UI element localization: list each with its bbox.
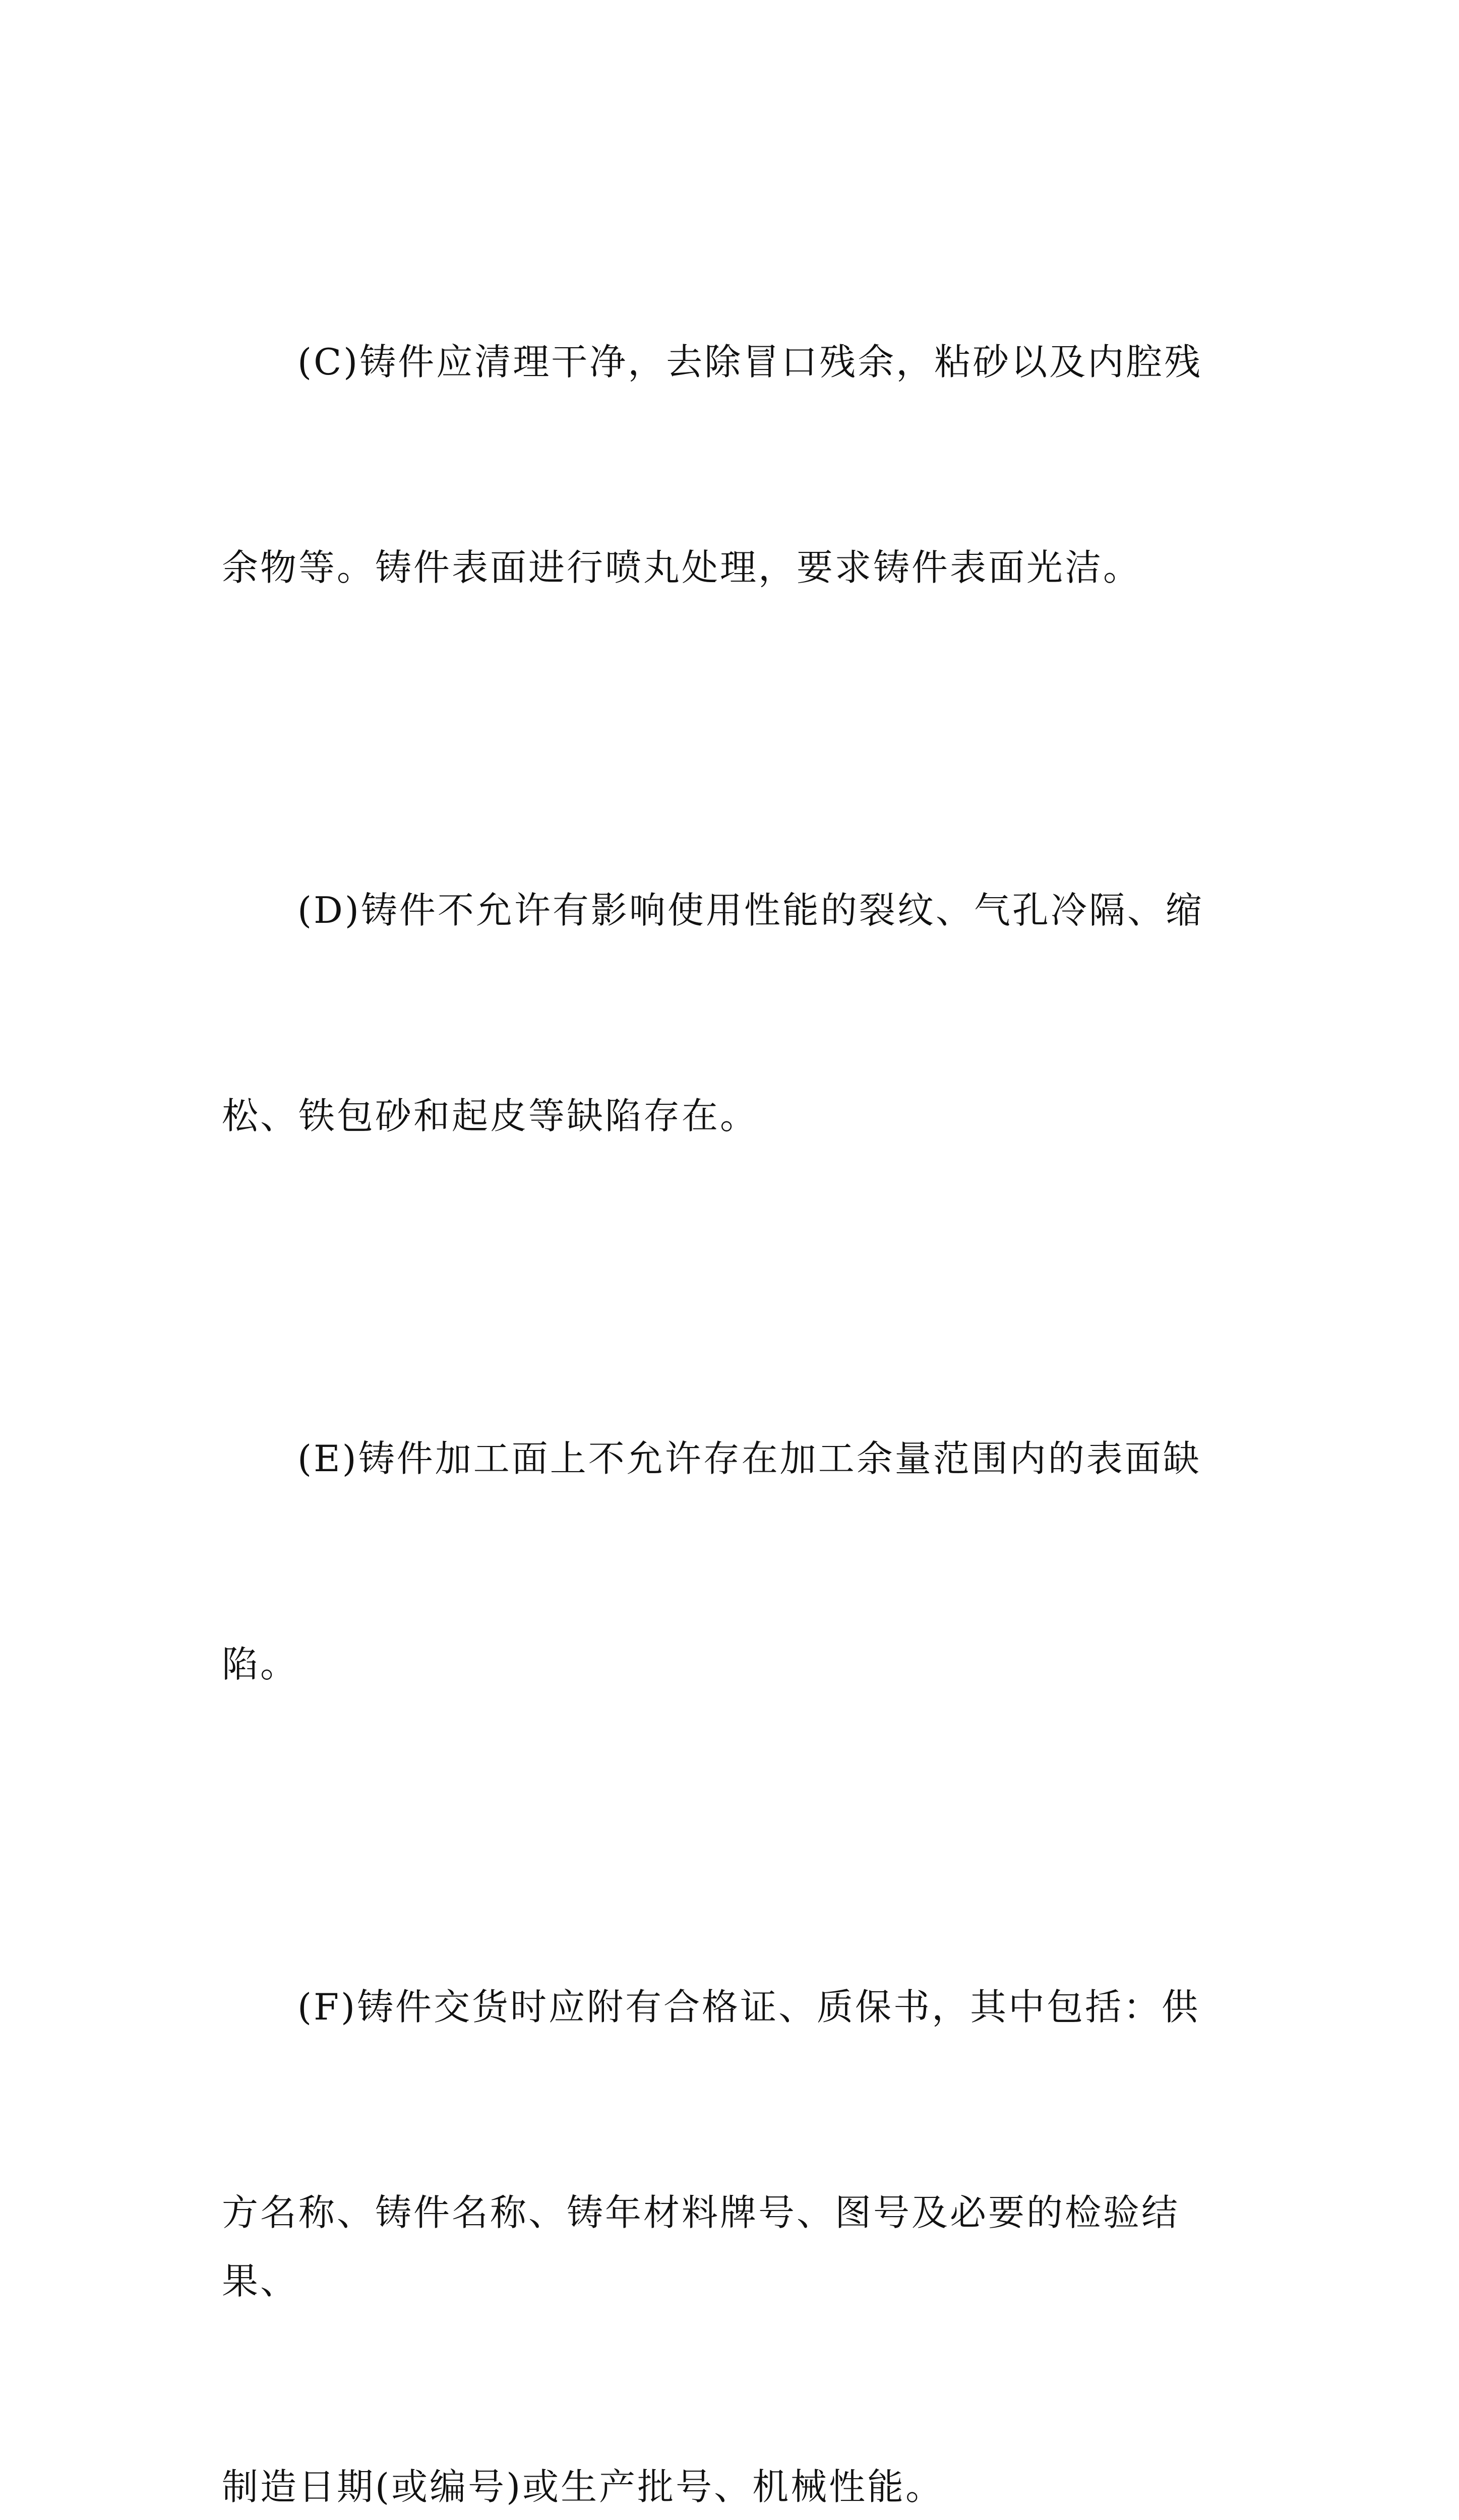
paragraph-line: 松、铁包砂和起皮等缺陷存在。 (222, 1095, 759, 1137)
paragraph-line: 余物等。铸件表面进行喷丸处理，要求铸件表面光洁。 (222, 546, 1142, 589)
paragraph-line: (D)铸件不允许有影响使用性能的裂纹、气孔冷隔、缩 (297, 889, 1204, 931)
paragraph-line: 方名称、铸件名称、铸年材料牌号、图号及必要的检验结果、 (222, 2191, 1180, 2302)
paragraph-f-delivery-docs (222, 1836, 1250, 2520)
paragraph-line: (E)铸件加工面上不允许存在加工余量范围内的表面缺 (297, 1437, 1201, 1480)
paragraph-d-defects (222, 739, 1250, 1287)
paragraph-c-cleaning (222, 191, 1250, 739)
paragraph-line: 陷。 (222, 1643, 299, 1685)
document-body (222, 191, 1250, 2520)
paragraph-line: (C)铸件应清理干净，去除冒口残余，粘砂以及内腔残 (297, 341, 1203, 383)
paragraph-line: (F)铸件交货时应附有合格证、质保书，其中包括：供 (297, 1986, 1200, 2028)
paragraph-line: 制造日期(或编号)或生产批号、机械性能。 (222, 2466, 944, 2508)
paragraph-e-surface (222, 1287, 1250, 1836)
